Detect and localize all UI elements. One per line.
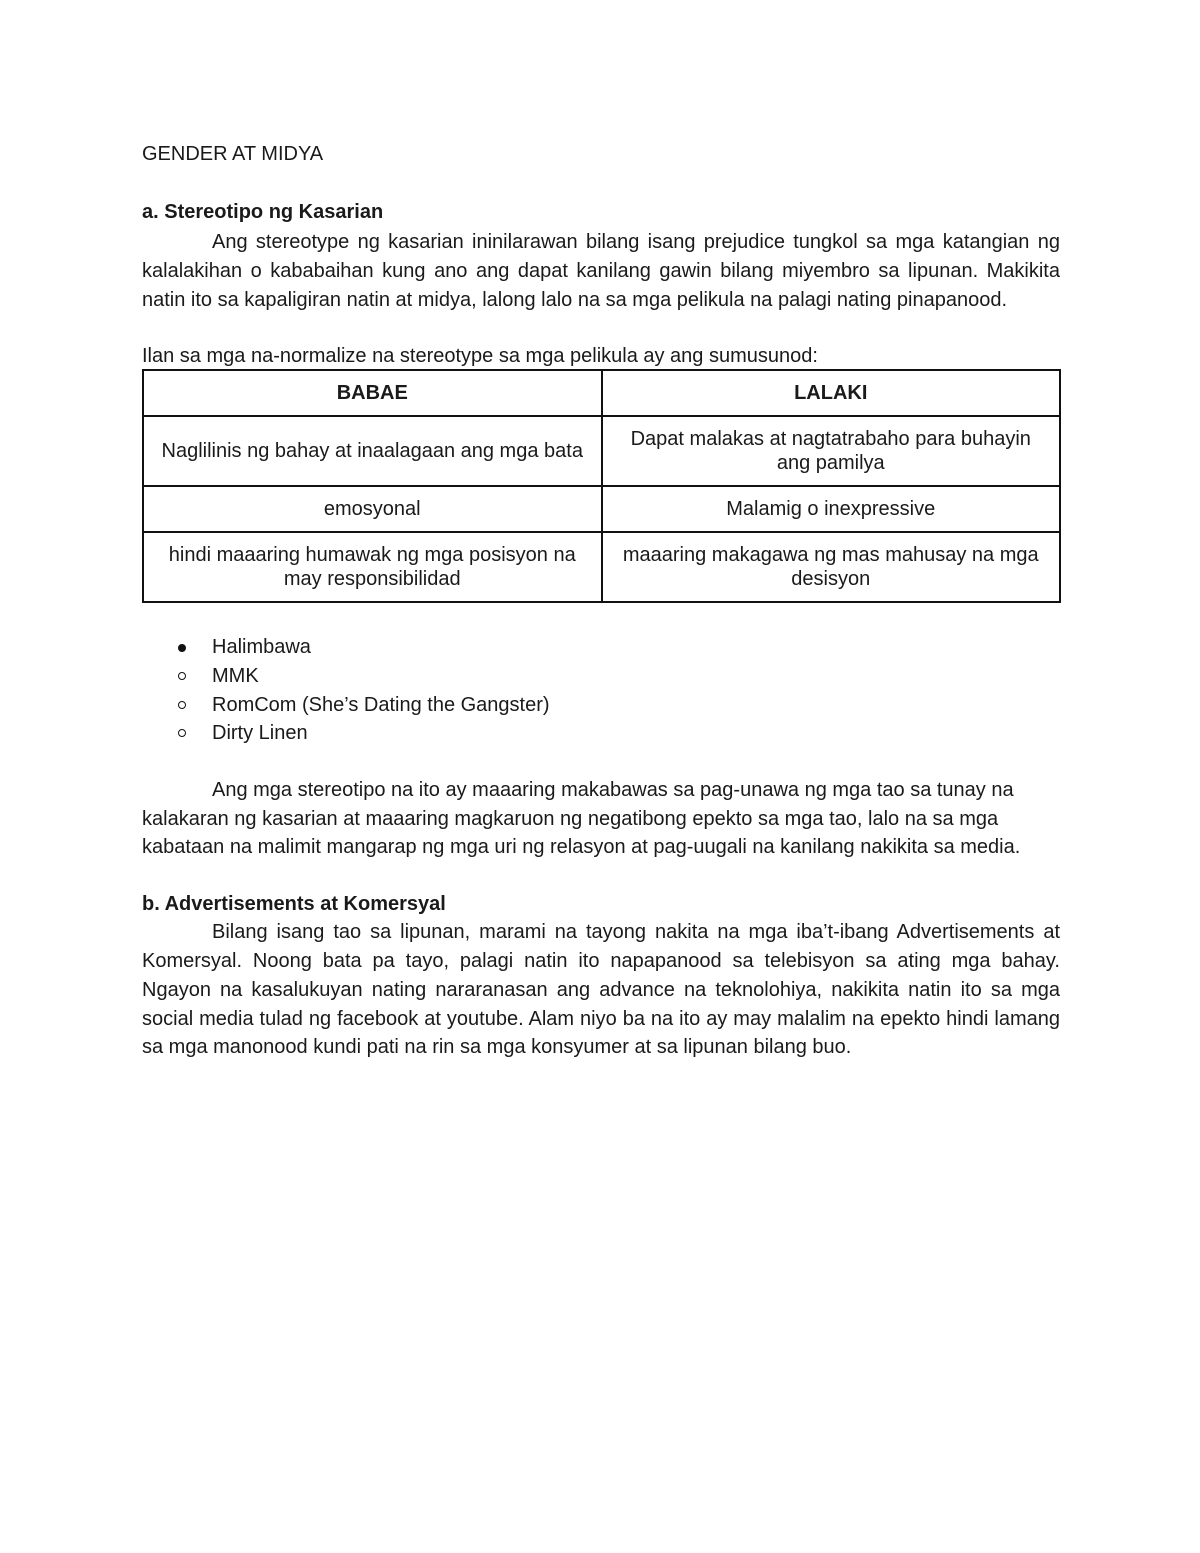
example-item: RomCom (She’s Dating the Gangster)	[212, 693, 550, 716]
header-babae: BABAE	[143, 370, 602, 416]
header-lalaki: LALAKI	[602, 370, 1061, 416]
list-item	[142, 691, 1060, 720]
table-cell: hindi maaaring humawak ng mga posisyon na may responsibilidad	[143, 532, 602, 602]
table-cell: Malamig o inexpressive	[602, 486, 1061, 532]
hollow-bullet-icon	[178, 729, 186, 737]
examples-label: Halimbawa	[212, 636, 311, 659]
spacer	[142, 862, 1060, 890]
hollow-bullet-icon	[178, 701, 186, 709]
document-title: GENDER AT MIDYA	[142, 143, 324, 165]
section-b-paragraph: Bilang isang tao sa lipunan, marami na tayong nakita na mga iba’t-ibang Advertisements at Komersyal. Noong bata pa tayo, palagi natin ito napapanood sa telebisyon sa ating mga bahay. Ngayon na kasalukuyan nating nararanasan ang advance na teknolohiya, nakikita natin ito sa mga social media tulad ng facebook at youtube. Alam niyo ba na ito ay may malalim na epekto hindi lamang sa mga manonood kundi pati na rin sa mga konsyumer at sa lipunan bilang buo.	[142, 921, 1060, 1059]
examples-list	[142, 633, 1060, 748]
table-intro: Ilan sa mga na-normalize na stereotype sa mga pelikula ay ang sumusunod:	[142, 345, 818, 368]
table-row	[143, 486, 1060, 532]
section-a-heading: a. Stereotipo ng Kasarian	[142, 201, 384, 223]
sublist-container	[142, 662, 1060, 748]
table-header-row	[143, 370, 1060, 416]
example-item: Dirty Linen	[212, 722, 308, 745]
bullet-icon	[178, 644, 186, 652]
table-cell: Naglilinis ng bahay at inaalagaan ang mga bata	[143, 416, 602, 486]
table-row	[143, 532, 1060, 602]
table-cell: emosyonal	[143, 486, 602, 532]
list-item	[142, 662, 1060, 691]
section-b-heading: b. Advertisements at Komersyal	[142, 893, 446, 916]
document-page	[142, 138, 1060, 1062]
spacer	[142, 748, 1060, 776]
example-item: MMK	[212, 665, 259, 688]
stereotype-table	[142, 369, 1061, 603]
section-a-paragraph: Ang stereotype ng kasarian ininilarawan bilang isang prejudice tungkol sa mga katangian ng kalalakihan o kababaihan kung ano ang dapat kanilang gawin bilang miyembro sa lipunan. Makikita natin ito sa kapaligiran natin at midya, lalong lalo na sa mga pelikula na palagi nating pinapanood.	[142, 231, 1060, 311]
list-item	[142, 719, 1060, 748]
hollow-bullet-icon	[178, 672, 186, 680]
spacer	[142, 314, 1060, 342]
table-row	[143, 416, 1060, 486]
examples-sublist	[142, 662, 1060, 748]
closing-paragraph: Ang mga stereotipo na ito ay maaaring makabawas sa pag-unawa ng mga tao sa tunay na kalakaran ng kasarian at maaaring magkaruon ng negatibong epekto sa mga tao, lalo na sa mga kabataan na malimit mangarap ng mga uri ng relasyon at pag-uugali na kanilang nakikita sa media.	[142, 778, 1021, 859]
table-cell: maaaring makagawa ng mas mahusay na mga desisyon	[602, 532, 1061, 602]
spacer	[142, 170, 1060, 196]
table-cell: Dapat malakas at nagtatrabaho para buhayin ang pamilya	[602, 416, 1061, 486]
list-item	[142, 633, 1060, 662]
